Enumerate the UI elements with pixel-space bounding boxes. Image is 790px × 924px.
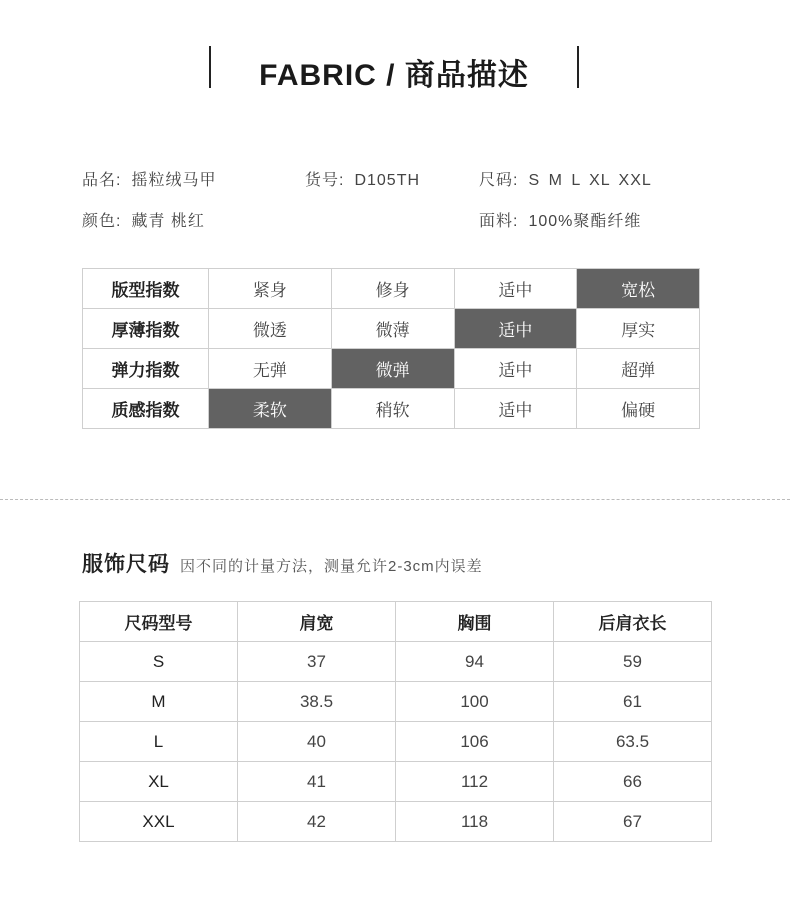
size-chart-size-cell: XL [80, 762, 238, 802]
product-name-label: 品名: [82, 172, 122, 189]
size-chart-value-cell: 42 [238, 802, 396, 842]
size-chart-table [79, 601, 712, 842]
section-divider [0, 499, 790, 500]
size-chart-value-cell: 67 [554, 802, 712, 842]
index-row-header: 弹力指数 [83, 349, 209, 389]
index-row [83, 349, 700, 389]
size-chart-row [80, 722, 712, 762]
product-name-value: 摇粒绒马甲 [131, 172, 217, 189]
size-chart-column-header: 肩宽 [238, 602, 396, 642]
index-option-selected: 适中 [454, 309, 577, 349]
index-option: 稍软 [331, 389, 454, 429]
size-chart-size-cell: M [80, 682, 238, 722]
product-fabric-label: 面料: [479, 213, 519, 230]
index-option: 紧身 [209, 269, 332, 309]
size-chart-column-header: 后肩衣长 [554, 602, 712, 642]
size-section-note: 因不同的计量方法，测量允许2-3cm内误差 [180, 558, 483, 575]
index-row [83, 309, 700, 349]
size-chart-column-header: 尺码型号 [80, 602, 238, 642]
size-chart-value-cell: 37 [238, 642, 396, 682]
size-chart-value-cell: 112 [396, 762, 554, 802]
product-code [305, 167, 420, 190]
index-row [83, 389, 700, 429]
index-row-header: 版型指数 [83, 269, 209, 309]
index-option-selected: 柔软 [209, 389, 332, 429]
index-option: 无弹 [209, 349, 332, 389]
product-fabric-value: 100%聚酯纤维 [528, 213, 642, 230]
product-sizes [479, 167, 652, 190]
product-fabric [479, 208, 641, 231]
section-title-fabric [0, 46, 790, 90]
size-chart-size-cell: S [80, 642, 238, 682]
product-code-value: D105TH [354, 172, 421, 189]
index-row-header: 质感指数 [83, 389, 209, 429]
index-option: 修身 [331, 269, 454, 309]
size-chart-row [80, 762, 712, 802]
product-sizes-value: S M L XL XXL [528, 172, 652, 189]
product-code-label: 货号: [305, 172, 345, 189]
size-section-heading [82, 548, 483, 578]
index-option: 适中 [454, 349, 577, 389]
product-color-value: 藏青 桃红 [131, 213, 205, 230]
index-option: 厚实 [577, 309, 700, 349]
index-option: 微薄 [331, 309, 454, 349]
product-name [82, 167, 216, 190]
size-chart-value-cell: 66 [554, 762, 712, 802]
size-chart-value-cell: 59 [554, 642, 712, 682]
product-info-row-1 [0, 167, 790, 191]
index-row [83, 269, 700, 309]
size-chart-value-cell: 100 [396, 682, 554, 722]
size-chart-value-cell: 106 [396, 722, 554, 762]
fit-index-table [82, 268, 700, 429]
size-chart-value-cell: 61 [554, 682, 712, 722]
size-chart-size-cell: XXL [80, 802, 238, 842]
product-sizes-label: 尺码: [479, 172, 519, 189]
index-option: 超弹 [577, 349, 700, 389]
size-chart-row [80, 682, 712, 722]
index-option-selected: 微弹 [331, 349, 454, 389]
size-chart-value-cell: 63.5 [554, 722, 712, 762]
index-option: 适中 [454, 269, 577, 309]
size-chart-value-cell: 38.5 [238, 682, 396, 722]
size-chart-size-cell: L [80, 722, 238, 762]
product-info-row-2 [0, 208, 790, 232]
size-chart-header-row [80, 602, 712, 642]
size-chart-column-header: 胸围 [396, 602, 554, 642]
size-chart-value-cell: 118 [396, 802, 554, 842]
index-option: 适中 [454, 389, 577, 429]
index-option-selected: 宽松 [577, 269, 700, 309]
page-title: FABRIC / 商品描述 [259, 59, 529, 92]
size-chart-value-cell: 41 [238, 762, 396, 802]
product-color-label: 颜色: [82, 213, 122, 230]
size-section-title: 服饰尺码 [82, 553, 170, 576]
product-color [82, 208, 205, 231]
size-chart-row [80, 642, 712, 682]
size-chart-value-cell: 40 [238, 722, 396, 762]
index-row-header: 厚薄指数 [83, 309, 209, 349]
size-chart-row [80, 802, 712, 842]
size-chart-value-cell: 94 [396, 642, 554, 682]
index-option: 偏硬 [577, 389, 700, 429]
title-divider-right [577, 46, 579, 88]
index-option: 微透 [209, 309, 332, 349]
